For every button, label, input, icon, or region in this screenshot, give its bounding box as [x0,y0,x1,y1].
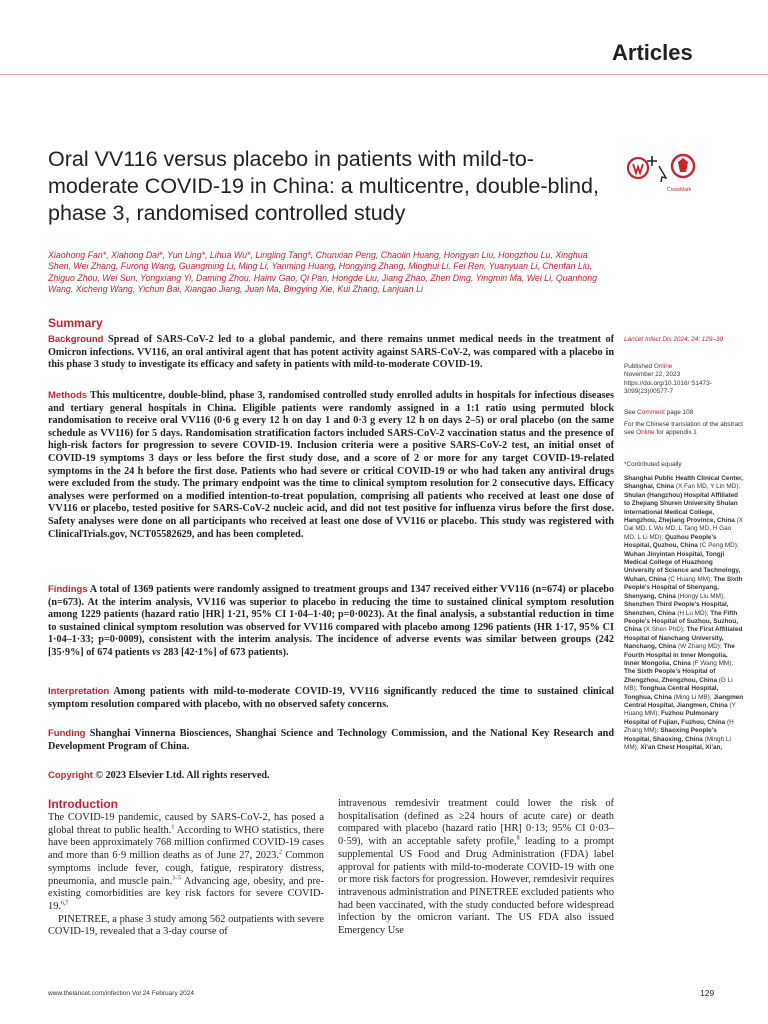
affiliation-people: (X Shen PhD); [643,626,687,634]
affiliation-institution: The Fourth Hospital in Inner Mongolia, Inner Mongolia, China [624,643,735,667]
methods-text: This multicentre, double-blind, phase 3, randomised controlled study enrolled adults in hospitals for infectious diseases and tertiary general hospitals in China. Eligible patients were randomly assigned in a 1:1 ratio using permuted block randomisation to receive oral VV116 (0·6 g every 12 h on day 1 and 0·3 g every 12 h on days 2–5) or oral placebo (on the same schedule as VV116) for 5 days. Randomisation stratification factors included SARS-CoV-2 vaccination status and the presence of high-risk factors for progression to severe COVID-19. Inclusion criteria were a positive SARS-CoV-2 test, an initial onset of COVID-19 symptoms 3 days or less before the first study dose, and a score of 2 or more for any target COVID-19-related symptoms in the 24 h before the first dose. Patients who had severe or critical COVID-19 or who had taken any antiviral drugs were excluded from the study. The primary endpoint was the time to clinical symptom resolution for 2 consecutive days. Efficacy analyses were performed on a modified intention-to-treat population, comprising all patients who received at least one dose of VV116 or placebo, tested positive for SARS-CoV-2 nucleic acid, and did not test positive for influenza virus before the first dose. Safety analyses were done on all participants who received at least one dose of VV116 or placebo. This study was registered with ClinicalTrials.gov, NCT05582629, and has been completed. [48,390,614,540]
affiliation-institution: Wuhan Jinyintan Hospital, Tongji Medical College of Huazhong University of Science and Technology, Wuhan, China [624,550,741,583]
crossmark-icon[interactable] [626,150,696,186]
introduction-heading: Introduction [48,797,118,811]
introduction-column-1 [48,812,324,939]
interpretation-text: Among patients with mild-to-moderate COVID-19, VV116 significantly reduced the time to sustained clinical symptom resolution compared with placebo, with no observed safety concerns. [48,686,615,710]
comment-reference: See Comment page 108 [624,409,694,416]
findings-text-end: 283 [42·1%] of 673 patients). [163,646,289,658]
publication-info: Published Online November 22, 2023 https://doi.org/10.1016/ S1473-3099(23)00577-7 [624,363,712,396]
author-list: Xiaohong Fan*, Xiahong Dai*, Yun Ling*, Lihua Wu*, Lingling Tang*, Chunxian Peng, Chaolin Huang, Hongyan Liu, Hongzhou Lu, Xinghua Shen, Wei Zhang, Furong Wang, Guangming Li, Ming Li, Yanming Huang, Hongying Zhang, Minghui Li, Fei Ren, Yuanyuan Li, Chenfan Liu, Zhiguo Zhou, Wei Sun, Yongxiang Yi, Daming Zhou, Hainv Gao, Qi Pan, Hongde Liu, Jiang Zhao, Zhen Ding, Yingmin Ma, Wei Li, Quanhong Wang, Xicheng Wang, Yichun Bai, Xiangao Jiang, Juan Ma, Bingying Xie, Kui Zhang, Lanjuan Li [48,250,597,294]
affiliation-institution: The Fifth People's Hospital of Suzhou, Suzhou, China [624,609,739,634]
abstract-methods [48,390,614,541]
introduction-column-2 [338,798,614,938]
affiliation-institution: Jiangmen Central Hospital, Jiangmen, China [624,693,744,709]
abstract-copyright [48,770,614,783]
affiliation-people: (H Lu MD); [677,609,711,617]
affiliation-people: (X Fan MD, Y Lin MD); [675,483,741,491]
findings-vs: vs [152,646,161,658]
findings-label: Findings [48,584,88,595]
methods-label: Methods [48,390,88,401]
affiliation-institution: Shanghai Public Health Clinical Center, Shanghai, China [624,475,743,491]
intro-paragraph-2: PINETREE, a phase 3 study among 562 outpatients with severe COVID-19, revealed that a 3-day course of [48,913,324,938]
abstract-findings [48,584,614,660]
affiliation-institution: Shulan (Hangzhou) Hospital Affiliated to Zhejiang Shuren University Shulan International Medical College, Hangzhou, Zhejiang Province, China [624,491,739,525]
affiliation-institution: The Sixth People's Hospital of Shenyang, Shenyang, China [624,575,743,600]
affiliation-list [624,475,744,752]
background-text: Spread of SARS-CoV-2 led to a global pandemic, and there remains unmet medical needs in the treatment of Omicron infections. VV116, an oral antiviral agent that has potent activity against SARS-CoV-2, was compared with a placebo in this phase 3 study to investigate its efficacy and safety in patients with mild-to-moderate COVID-19. [48,334,614,371]
contributed-note: *Contributed equally [624,461,682,468]
intro-paragraph-1: The COVID-19 pandemic, caused by SARS-CoV-2, has posed a global threat to public health.$^1$ According to WHO statistics, there have been approximately 768 million confirmed COVID-19 cases and more than 6·9 million deaths as of June 27, 2023.$^2$ Common symptoms include fever, cough, fatigue, respiratory distress, pneumonia, and muscle pain.$^{3-5}$ Advancing age, obesity, and pre-existing comorbidities are key risk factors for severe COVID-19.$^{6,7}$ [48,812,325,912]
affiliation-people: (C Huang MM); [668,575,714,583]
affiliation-people: (F Wang MM); [692,659,734,667]
article-title: Oral VV116 versus placebo in patients with mild-to-moderate COVID-19 in China: a multicentre, double-blind, phase 3, randomised controlled study [48,147,599,225]
abstract-background [48,334,614,372]
affiliation-people: (X Dai MD, L Wu MD, L Tang MD, H Gao MD, L Li MD); [624,517,743,541]
translation-link[interactable]: Online [636,429,655,437]
findings-text: A total of 1369 patients were randomly assigned to treatment groups and 1347 received either VV116 (n=674) or placebo (n=673). At the interim analysis, VV116 was superior to placebo in reducing the time to sustained clinical symptom resolution among 1229 patients (hazard ratio [HR] 1·21, 95% CI 1·04–1·40; p=0·0023). At the final analysis, a substantial reduction in time to sustained clinical symptom resolution was observed for VV116 compared with placebo among 1296 patients (HR 1·17, 95% CI 1·04–1·33; p=0·0009), consistent with the interim analysis. The incidence of adverse events was similar between groups (242 [35·9%] of 674 patients [48,584,615,658]
abstract-funding [48,728,614,753]
copyright-label: Copyright [48,770,93,781]
crossmark-label: CrossMark [667,187,692,193]
summary-heading: Summary [48,316,103,330]
affiliation-people: (Hongy Liu MM); [677,592,725,600]
section-label: Articles [612,40,693,65]
background-label: Background [48,334,104,345]
affiliation-institution: Shaoxing People's Hospital, Shaoxing, China [624,727,717,743]
affiliation-institution: The First Affiliated Hospital of Nanchang University, Nanchang, China [624,626,743,651]
affiliation-people: (G Li MB); [624,676,733,693]
funding-label: Funding [48,728,86,739]
footer-journal: www.thelancet.com/infection Vol 24 February 2024 [48,990,194,997]
affiliation-people: (W Zhang MD); [677,643,724,651]
affiliation-institution: Quzhou People's Hospital, Quzhou, China [624,533,717,550]
copyright-text: © 2023 Elsevier Ltd. All rights reserved. [95,770,270,781]
affiliation-institution: Shenzhen Third People's Hospital, Shenzhen, China [624,601,729,617]
affiliation-people: (H Zhang MM); [624,718,734,735]
affiliation-institution: Xi'an Chest Hospital, Xi'an, [640,744,723,751]
interpretation-label: Interpretation [48,686,110,697]
affiliation-institution: Fuzhou Pulmonary Hospital of Fujian, Fuzhou, China [624,710,727,726]
journal-citation: Lancet Infect Dis 2024; 24: 129–39 [624,336,724,343]
affiliation-institution: The Sixth People's Hospital of Zhengzhou, Zhengzhou, China [624,668,719,684]
header-rule [0,74,768,75]
abstract-interpretation [48,686,614,711]
page-number: 129 [700,988,715,998]
affiliation-institution: Tonghua Central Hospital, Tonghua, China [624,685,719,701]
affiliation-people: (C Peng MD); [699,542,739,550]
funding-text: Shanghai Vinnerna Biosciences, Shanghai Science and Technology Commission, and the National Key Research and Development Program of China. [48,728,615,752]
affiliation-people: (Mingh Li MM); [624,735,731,751]
doi-link[interactable]: https://doi.org/10.1016/ S1473-3099(23)00577-7 [624,379,712,396]
online-link[interactable]: Online [653,363,673,370]
comment-link[interactable]: Comment [637,409,665,416]
affiliation-people: (Y Huang MM); [624,701,736,718]
translation-note: For the Chinese translation of the abstract see Online for appendix 1 [624,421,744,437]
affiliation-people: (Ming Li MB); [673,693,714,701]
intro-paragraph-3: intravenous remdesivir treatment could lower the risk of hospitalisation (defined as ≥24 hours of acute care) or death compared with placebo (hazard ratio [HR] 0·13; 95% CI 0·03–0·59), with an acceptable safety profile,$^8$ leading to a prompt supplemental US Food and Drug Administration (FDA) label approval for patients with mild-to-moderate COVID-19 with one or more risk factors for progression. However, remdesivir requires intravenous administration and PINETREE excluded patients who had been vaccinated, with the study conducted before widespread infection by the omicron variant. The US FDA also issued Emergency Use [338,798,615,937]
